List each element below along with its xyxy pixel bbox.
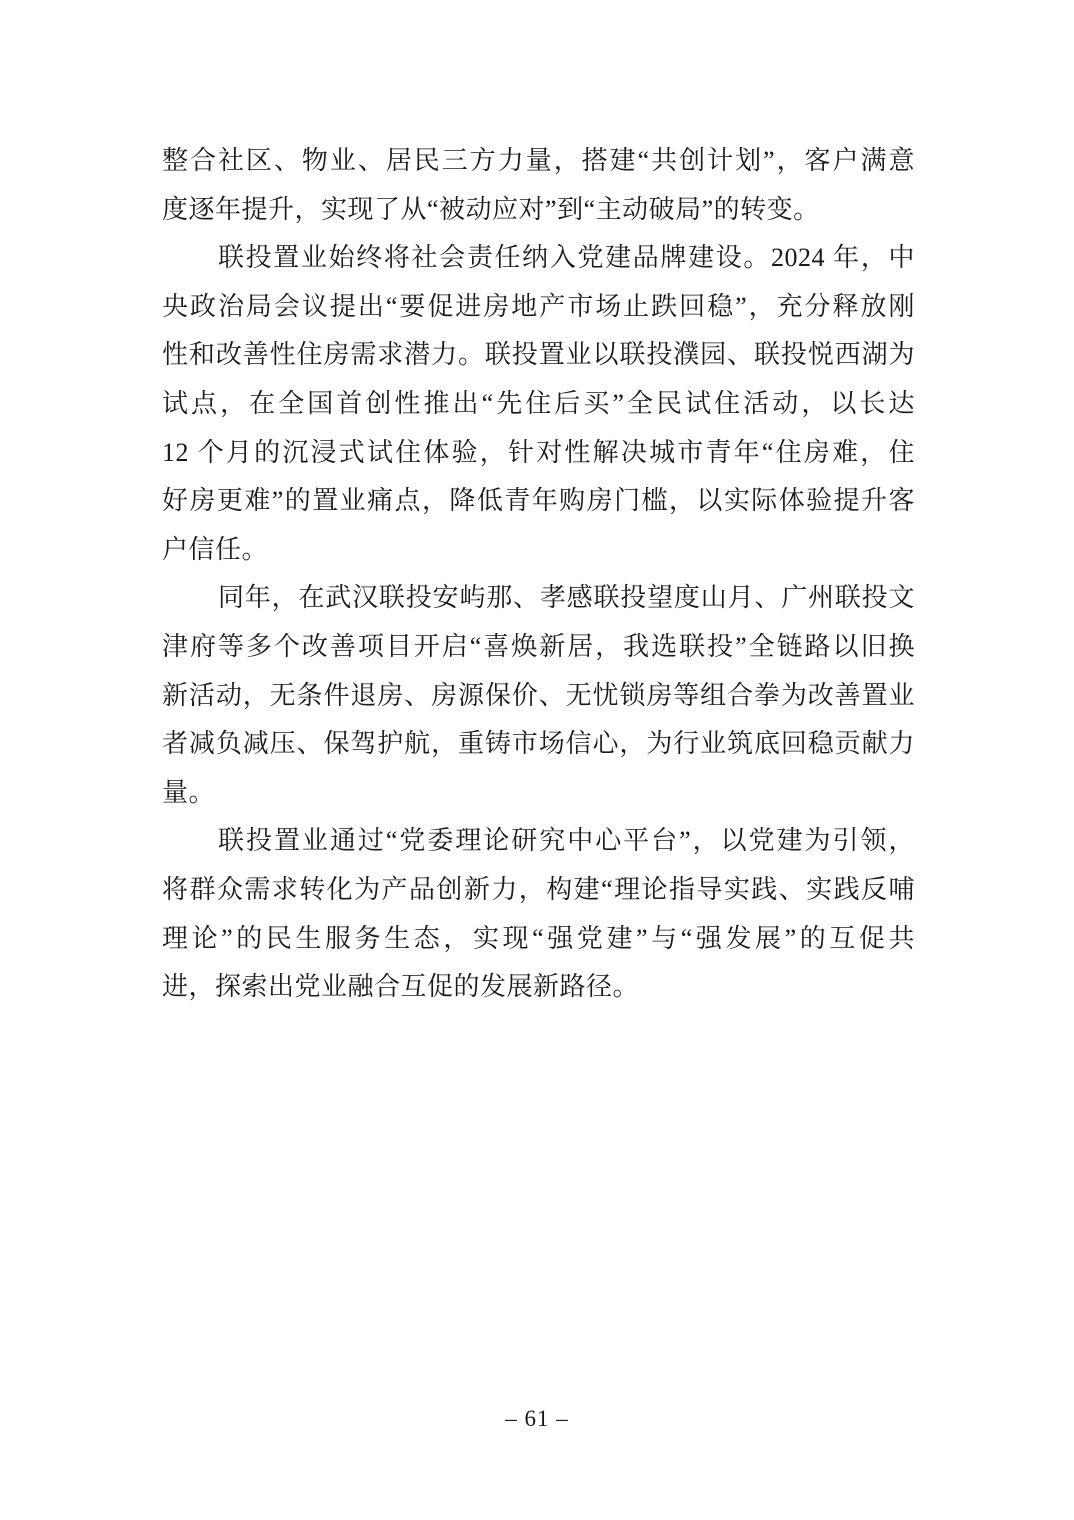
paragraph [162,137,915,234]
text-line: 者减负减压、保驾护航，重铸市场信心，为行业筑底回稳贡献力 [162,729,915,759]
page-number: – 61 – [505,1406,569,1431]
text-line: 试点，在全国首创性推出“先住后买”全民试住活动，以长达 [162,388,915,418]
text-line: 央政治局会议提出“要促进房地产市场止跌回稳”，充分释放刚 [162,291,915,321]
text-line: 量。 [162,777,216,807]
text-line: 整合社区、物业、居民三方力量，搭建“共创计划”，客户满意 [162,146,915,175]
text-line: 性和改善性住房需求潜力。联投置业以联投濮园、联投悦西湖为 [162,340,915,370]
text-line: 联投置业始终将社会责任纳入党建品牌建设。2024 年，中 [218,243,915,273]
text-line: 联投置业通过“党委理论研究中心平台”，以党建为引领， [218,826,915,856]
paragraph [162,574,915,817]
text-line: 度逐年提升，实现了从“被动应对”到“主动破局”的转变。 [162,194,820,224]
text-line: 理论”的民生服务生态，实现“强党建”与“强发展”的互促共 [162,923,915,953]
text-line: 同年，在武汉联投安屿那、孝感联投望度山月、广州联投文 [218,583,915,613]
text-line: 将群众需求转化为产品创新力，构建“理论指导实践、实践反哺 [162,874,915,904]
text-line: 津府等多个改善项目开启“喜焕新居，我选联投”全链路以旧换 [162,631,915,661]
text-line: 户信任。 [162,534,269,564]
paragraph [162,817,915,1011]
text-line: 新活动，无条件退房、房源保价、无忧锁房等组合拳为改善置业 [162,680,915,710]
text-line: 进，探索出党业融合互促的发展新路径。 [162,972,640,1002]
paragraph [162,234,915,574]
text-line: 12 个月的沉浸式试住体验，针对性解决城市青年“住房难，住 [162,437,915,467]
text-line: 好房更难”的置业痛点，降低青年购房门槛，以实际体验提升客 [162,486,915,516]
text-block [162,137,915,1012]
